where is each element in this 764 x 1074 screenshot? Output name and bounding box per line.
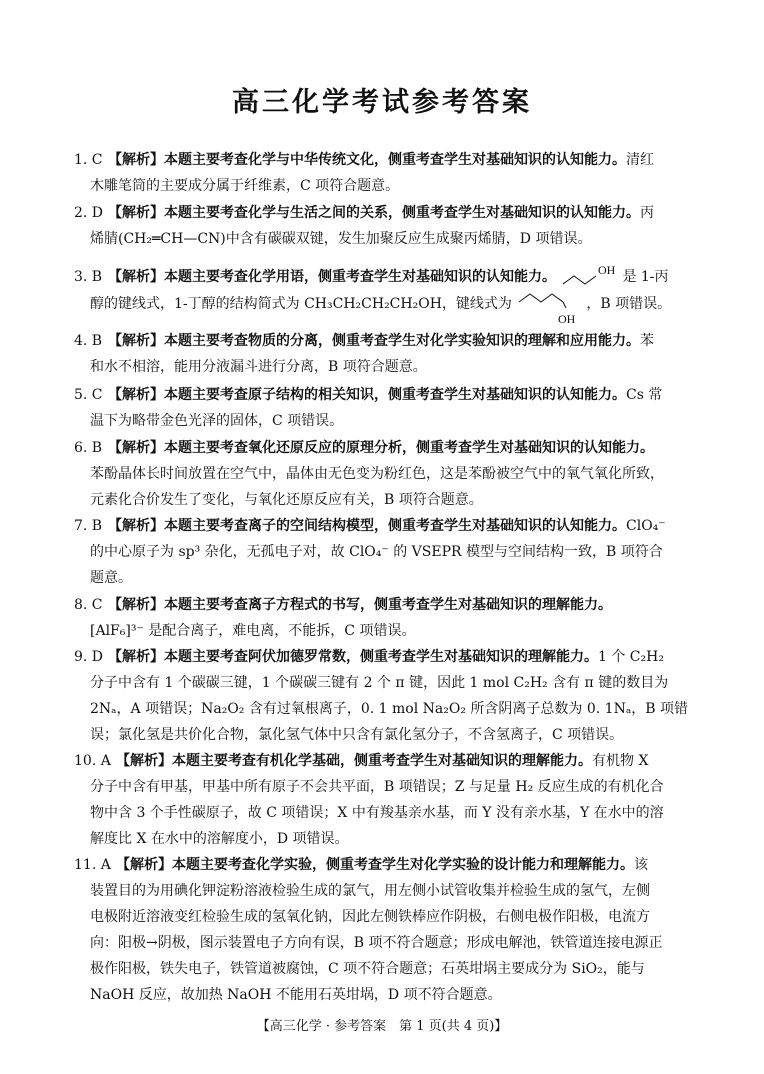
item-line — [74, 330, 654, 350]
item-line: 解度比 X 在水中的溶解度小，D 项错误。 — [90, 831, 349, 847]
item-number: 7. B — [74, 518, 103, 534]
item-line: 装置目的为用碘化钾淀粉溶液检验生成的氯气，用左侧小试管收集并检验生成的氢气，左侧 — [90, 883, 650, 899]
item-number: 2. D — [74, 205, 104, 221]
page-title: 高三化学考试参考答案 — [232, 87, 532, 118]
item-text: ，B 项错误。 — [586, 296, 672, 312]
item-line — [74, 750, 648, 770]
page-footer: 【高三化学 · 参考答案 第 1 页(共 4 页)】 — [256, 1019, 508, 1034]
item-text: 苯 — [640, 333, 654, 349]
item-line: 分子中含有 1 个碳碳三键，1 个碳碳三键有 2 个 π 键，因此 1 mol C₂H₂ 含有 π 键的数目为 — [90, 675, 669, 691]
analysis-tag: 【解析】 — [116, 857, 172, 873]
analysis-tag: 【解析】 — [108, 387, 164, 403]
item-line: 元素化合价发生了变化，与氧化还原反应有关，B 项符合题意。 — [90, 492, 483, 508]
item-summary: 本题主要考查原子结构的相关知识，侧重考查学生对基础知识的认知能力。 — [164, 387, 626, 403]
item-line — [74, 437, 654, 457]
item-summary: 本题主要考查氧化还原反应的原理分析，侧重考查学生对基础知识的认知能力。 — [164, 440, 654, 456]
analysis-tag: 【解析】 — [108, 333, 164, 349]
item-text: 丙 — [640, 205, 654, 221]
item-summary: 本题主要考查有机化学基础，侧重考查学生对基础知识的理解能力。 — [172, 753, 592, 769]
item-summary: 本题主要考查阿伏加德罗常数，侧重考查学生对基础知识的理解能力。 — [164, 649, 598, 665]
item-text: 该 — [634, 857, 648, 873]
item-text: 是 1-丙 — [622, 269, 669, 285]
item-line — [74, 202, 654, 222]
item-line: 木雕笔筒的主要成分属于纤维素，C 项符合题意。 — [90, 178, 400, 194]
item-number: 4. B — [74, 333, 103, 349]
analysis-tag: 【解析】 — [108, 518, 164, 534]
item-number: 10. A — [74, 753, 111, 769]
analysis-tag: 【解析】 — [108, 649, 164, 665]
analysis-tag: 【解析】 — [108, 597, 164, 613]
item-text: 醇的键线式，1-丁醇的结构简式为 CH₃CH₂CH₂CH₂OH，键线式为 — [90, 296, 512, 312]
item-summary: 本题主要考查离子方程式的书写，侧重考查学生对基础知识的理解能力。 — [164, 597, 612, 613]
item-summary: 本题主要考查化学与生活之间的关系，侧重考查学生对基础知识的认知能力。 — [164, 205, 640, 221]
item-line: 题意。 — [90, 570, 132, 586]
item-summary: 本题主要考查化学用语，侧重考查学生对基础知识的认知能力。 — [164, 269, 556, 285]
item-line — [74, 594, 612, 614]
item-text: Cs 常 — [626, 387, 663, 403]
item-number: 8. C — [74, 597, 103, 613]
item-line — [74, 149, 654, 169]
analysis-tag: 【解析】 — [108, 205, 164, 221]
item-line: 苯酚晶体长时间放置在空气中，晶体由无色变为粉红色，这是苯酚被空气中的氧气氧化所致， — [90, 466, 664, 482]
item-number: 9. D — [74, 649, 104, 665]
butanol-skeletal-formula — [516, 290, 586, 326]
analysis-tag: 【解析】 — [116, 753, 172, 769]
item-summary: 本题主要考查化学实验，侧重考查学生对化学实验的设计能力和理解能力。 — [172, 857, 634, 873]
oh-label: OH — [558, 312, 576, 326]
analysis-tag: 【解析】 — [108, 152, 164, 168]
item-text: 有机物 X — [592, 753, 649, 769]
item-number: 11. A — [74, 857, 111, 873]
item-line: 误；氯化氢是共价化合物，氯化氢气体中只含有氯化氢分子，不含氢离子，C 项错误。 — [90, 727, 624, 743]
analysis-tag: 【解析】 — [108, 269, 164, 285]
item-text: 1 个 C₂H₂ — [598, 649, 664, 665]
item-line — [74, 515, 666, 535]
item-line: 的中心原子为 sp³ 杂化，无孤电子对，故 ClO₄⁻ 的 VSEPR 模型与空间结构一致，B 项符合 — [90, 544, 663, 560]
item-line: 分子中含有甲基，甲基中所有原子不会共平面，B 项错误；Z 与足量 H₂ 反应生成的有机化合 — [90, 779, 664, 795]
item-line: 电极附近溶液变红检验生成的氢氧化钠，因此左侧铁棒应作阴极，右侧电极作阳极，电流方 — [90, 909, 650, 925]
item-line: 向：阳极→阴极，图示装置电子方向有误，B 项不符合题意；形成电解池，铁管道连接电源正 — [90, 935, 663, 951]
item-text: ClO₄⁻ — [626, 518, 666, 534]
item-line — [74, 646, 664, 666]
item-line — [74, 384, 662, 404]
item-text: 清红 — [626, 152, 654, 168]
propanol-skeletal-formula — [560, 262, 622, 292]
item-line: 2Nₐ，A 项错误；Na₂O₂ 含有过氧根离子，0. 1 mol Na₂O₂ 所含阴离子总数为 0. 1Nₐ，B 项错 — [90, 701, 688, 717]
item-line: 和水不相溶，能用分液漏斗进行分离，B 项符合题意。 — [90, 359, 427, 375]
item-line: 物中含 3 个手性碳原子，故 C 项错误；X 中有羧基亲水基，而 Y 没有亲水基，Y 在水中的溶 — [90, 805, 664, 821]
item-number: 1. C — [74, 152, 103, 168]
item-line: 烯腈(CH₂═CH—CN)中含有碳碳双键，发生加聚反应生成聚丙烯腈，D 项错误。 — [90, 231, 592, 247]
item-line: 极作阳极，铁失电子，铁管道被腐蚀，C 项不符合题意；石英坩埚主要成分为 SiO₂，能与 — [90, 961, 645, 977]
item-line: [AlF₆]³⁻ 是配合离子，难电离，不能拆，C 项错误。 — [90, 623, 416, 639]
item-summary: 本题主要考查离子的空间结构模型，侧重考查学生对基础知识的认知能力。 — [164, 518, 626, 534]
oh-label: OH — [598, 263, 616, 277]
item-summary: 本题主要考查物质的分离，侧重考查学生对化学实验知识的理解和应用能力。 — [164, 333, 640, 349]
analysis-tag: 【解析】 — [108, 440, 164, 456]
item-line — [74, 854, 648, 874]
item-number: 5. C — [74, 387, 103, 403]
item-line: NaOH 反应，故加热 NaOH 不能用石英坩埚，D 项不符合题意。 — [90, 987, 502, 1003]
item-number: 6. B — [74, 440, 103, 456]
item-number: 3. B — [74, 269, 103, 285]
item-summary: 本题主要考查化学与中华传统文化，侧重考查学生对基础知识的认知能力。 — [164, 152, 626, 168]
item-line — [74, 262, 669, 292]
item-line: 温下为略带金色光泽的固体，C 项错误。 — [90, 413, 344, 429]
item-line — [90, 290, 671, 326]
